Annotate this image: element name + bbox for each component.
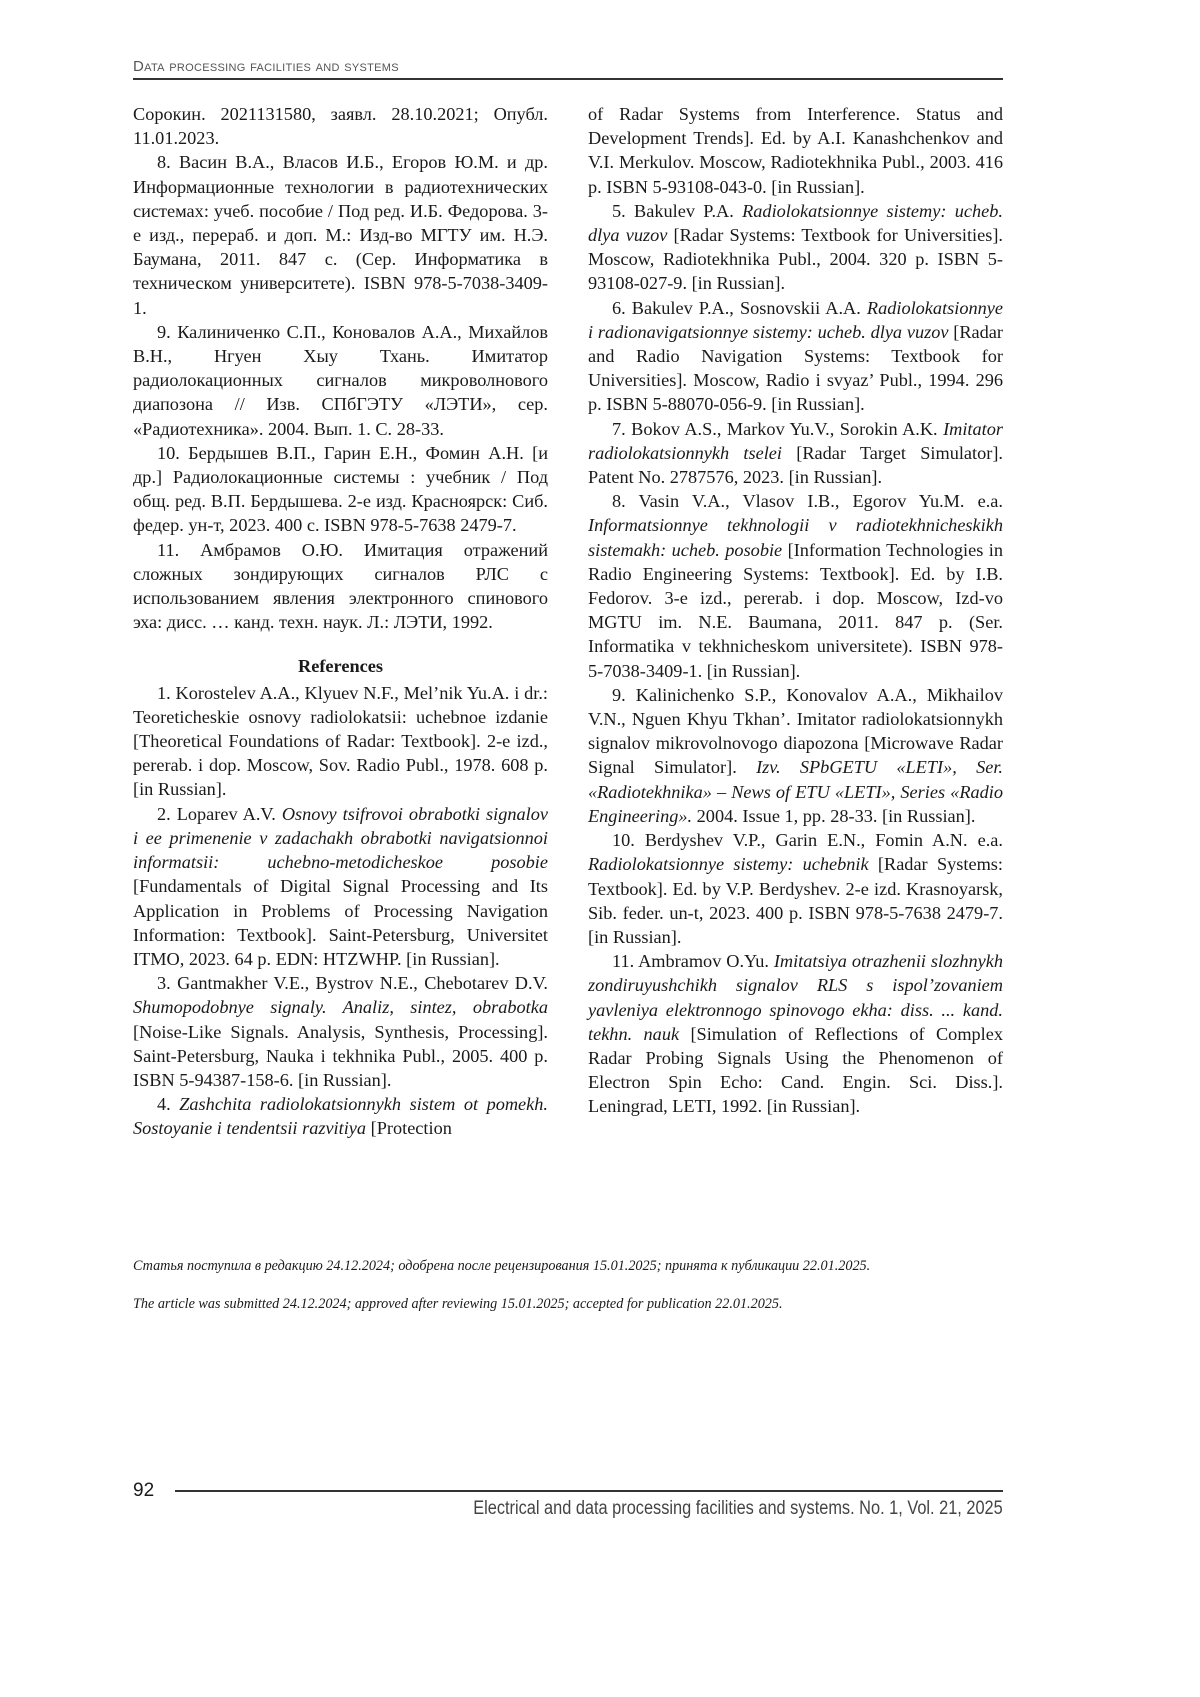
reference-item bbox=[133, 1092, 548, 1140]
reference-item bbox=[133, 538, 548, 635]
reference-pre: 2. Loparev A.V. bbox=[157, 804, 282, 824]
reference-pre: 9. Калиниченко С.П., Коновалов А.А., Михайлов В.Н., Нгуен Хыу Тхань. Имитатор радиолокационных сигналов микроволнового диапозона // Изв. СПбГЭТУ «ЛЭТИ», сер. «Радиотехника». 2004. Вып. 1. С. 28-33. bbox=[133, 322, 548, 439]
reference-list bbox=[588, 102, 1003, 1119]
reference-title-italic: Imitatsiya otrazhenii slozhnykh zondiruyushchikh signalov RLS s ispol’zovaniem yavleniya elektronnogo spinovogo ekha: diss. ... kand. tekhn. nauk bbox=[588, 951, 1003, 1044]
reference-pre: 10. Berdyshev V.P., Garin E.N., Fomin A.N. e.a. bbox=[612, 830, 1003, 850]
reference-item bbox=[588, 949, 1003, 1118]
reference-item bbox=[588, 296, 1003, 417]
reference-pre: 3. Gantmakher V.E., Bystrov N.E., Chebotarev D.V. bbox=[157, 973, 548, 993]
reference-item bbox=[588, 828, 1003, 949]
reference-pre: 1. Korostelev A.A., Klyuev N.F., Mel’nik Yu.A. i dr.: Teoreticheskie osnovy radiolokatsii: uchebnoe izdanie [Theoretical Foundations of Radar: Textbook]. 2-e izd., pererab. i dop. Moscow, Sov. Radio Publ., 1978. 608 p. [in Russian]. bbox=[133, 683, 548, 800]
reference-pre: 4. bbox=[157, 1094, 179, 1114]
page-number: 92 bbox=[133, 1480, 154, 1502]
reference-title-italic: Radiolokatsionnye sistemy: ucheb. dlya vuzov bbox=[588, 201, 1003, 245]
dates-russian: Статья поступила в редакцию 24.12.2024; одобрена после рецензирования 15.01.2025; принята к публикации 22.01.2025. bbox=[133, 1258, 1003, 1275]
reference-pre: of Radar Systems from Interference. Status and Development Trends]. Ed. by A.I. Kanashchenkov and V.I. Merkulov. Moscow, Radiotekhnika Publ., 2003. 416 p. ISBN 5-93108-043-0. [in Russian]. bbox=[588, 104, 1003, 197]
reference-list bbox=[133, 681, 548, 1141]
reference-title-italic: Informatsionnye tekhnologii v radiotekhnicheskikh sistemakh: ucheb. posobie bbox=[588, 515, 1003, 559]
reference-pre: Сорокин. 2021131580, заявл. 28.10.2021; Опубл. 11.01.2023. bbox=[133, 104, 548, 148]
reference-pre: 7. Bokov A.S., Markov Yu.V., Sorokin A.K. bbox=[612, 419, 943, 439]
reference-title-italic: Zashchita radiolokatsionnykh sistem ot pomekh. Sostoyanie i tendentsii razvitiya bbox=[133, 1094, 548, 1138]
footer-rule bbox=[175, 1490, 1003, 1492]
right-column bbox=[588, 102, 1003, 1119]
reference-pre: 8. Vasin V.A., Vlasov I.B., Egorov Yu.M. e.a. bbox=[612, 491, 1003, 511]
reference-post: [Radar Target Simulator]. Patent No. 2787576, 2023. [in Russian]. bbox=[588, 443, 1003, 487]
reference-title-italic: Shumopodobnye signaly. Analiz, sintez, obrabotka bbox=[133, 997, 548, 1017]
reference-post: [Simulation of Reflections of Complex Radar Probing Signals Using the Phenomenon of Electron Spin Echo: Cand. Engin. Sci. Diss.]. Leningrad, LETI, 1992. [in Russian]. bbox=[588, 1024, 1003, 1117]
reference-post: [Radar Systems: Textbook for Universities]. Moscow, Radiotekhnika Publ., 2004. 320 p. ISBN 5-93108-027-9. [in Russian]. bbox=[588, 225, 1003, 293]
running-header: Data processing facilities and systems bbox=[133, 58, 399, 75]
reference-item bbox=[133, 802, 548, 971]
reference-post: [Protection bbox=[366, 1118, 452, 1138]
reference-pre: 6. Bakulev P.A., Sosnovskii A.A. bbox=[612, 298, 867, 318]
journal-name: Electrical and data processing facilities and systems. No. 1, Vol. 21, 2025 bbox=[473, 1498, 1003, 1520]
left-column bbox=[133, 102, 548, 1141]
reference-post: [Fundamentals of Digital Signal Processing and Its Application in Problems of Processing Navigation Information: Textbook]. Saint-Petersburg, Universitet ITMO, 2023. 64 p. EDN: HTZWHP. [in Russian]. bbox=[133, 876, 548, 969]
reference-item bbox=[588, 417, 1003, 490]
reference-post: [Radar Systems: Textbook]. Ed. by V.P. Berdyshev. 2-e izd. Krasnoyarsk, Sib. feder. un-t, 2023. 400 p. ISBN 978-5-7638 2479-7. [in Russian]. bbox=[588, 854, 1003, 947]
reference-post: [Noise-Like Signals. Analysis, Synthesis, Processing]. Saint-Petersburg, Nauka i tekhnika Publ., 2005. 400 p. ISBN 5-94387-158-6. [in Russian]. bbox=[133, 1022, 548, 1090]
reference-pre: 11. Амбрамов О.Ю. Имитация отражений сложных зондирующих сигналов РЛС с использованием явления электронного спинового эха: дисс. … канд. техн. наук. Л.: ЛЭТИ, 1992. bbox=[133, 540, 548, 633]
reference-post: [Radar and Radio Navigation Systems: Textbook for Universities]. Moscow, Radio i svyaz’ Publ., 1994. 296 p. ISBN 5-88070-056-9. [in Russian]. bbox=[588, 322, 1003, 415]
reference-title-italic: Osnovy tsifrovoi obrabotki signalov i ee primenenie v zadachakh obrabotki navigatsionnoi informatsii: uchebno-metodicheskoe posobie bbox=[133, 804, 548, 872]
reference-pre: 8. Васин В.А., Власов И.Б., Егоров Ю.М. и др. Информационные технологии в радиотехнических системах: учеб. пособие / Под ред. И.Б. Федорова. 3-е изд., перераб. и доп. М.: Изд-во МГТУ им. Н.Э. Баумана, 2011. 847 с. (Сер. Информатика в техническом университете). ISBN 978-5-7038-3409-1. bbox=[133, 152, 548, 317]
reference-item bbox=[133, 441, 548, 538]
header-rule bbox=[133, 78, 1003, 80]
reference-title-italic: Imitator radiolokatsionnykh tselei bbox=[588, 419, 1003, 463]
references-heading: References bbox=[133, 654, 548, 678]
reference-post: 2004. Issue 1, pp. 28-33. [in Russian]. bbox=[692, 806, 975, 826]
reference-pre: 9. Kalinichenko S.P., Konovalov A.A., Mikhailov V.N., Nguen Khyu Tkhan’. Imitator radiolokatsionnykh signalov mikrovolnovogo diapozona [Microwave Radar Signal Simulator]. bbox=[588, 685, 1003, 778]
reference-item bbox=[133, 681, 548, 802]
reference-post: [Information Technologies in Radio Engineering Systems: Textbook]. Ed. by I.B. Fedorov. 3-e izd., pererab. i dop. Moscow, Izd-vo MGTU im. N.E. Baumana, 2011. 847 p. (Ser. Informatika v tekhnicheskom universitete). ISBN 978-5-7038-3409-1. [in Russian]. bbox=[588, 540, 1003, 681]
reference-item bbox=[133, 320, 548, 441]
russian-reference-list bbox=[133, 102, 548, 634]
reference-title-italic: Izv. SPbGETU «LETI», Ser. «Radiotekhnika» – News of ETU «LETI», Series «Radio Engineering». bbox=[588, 757, 1003, 825]
reference-item bbox=[133, 102, 548, 150]
reference-pre: 10. Бердышев В.П., Гарин Е.Н., Фомин А.Н. [и др.] Радиолокационные системы : учебник / Под общ. ред. В.П. Бердышева. 2-е изд. Красноярск: Сиб. федер. ун-т, 2023. 400 с. ISBN 978-5-7638 2479-7. bbox=[133, 443, 548, 536]
reference-title-italic: Radiolokatsionnye sistemy: uchebnik bbox=[588, 854, 869, 874]
reference-item bbox=[133, 971, 548, 1092]
reference-item bbox=[588, 102, 1003, 199]
reference-pre: 11. Ambramov O.Yu. bbox=[612, 951, 774, 971]
dates-english: The article was submitted 24.12.2024; approved after reviewing 15.01.2025; accepted for publication 22.01.2025. bbox=[133, 1296, 1003, 1313]
reference-item bbox=[588, 199, 1003, 296]
reference-pre: 5. Bakulev P.A. bbox=[612, 201, 742, 221]
reference-item bbox=[588, 683, 1003, 828]
reference-item bbox=[588, 489, 1003, 683]
reference-title-italic: Radiolokatsionnye i radionavigatsionnye sistemy: ucheb. dlya vuzov bbox=[588, 298, 1003, 342]
reference-item bbox=[133, 150, 548, 319]
